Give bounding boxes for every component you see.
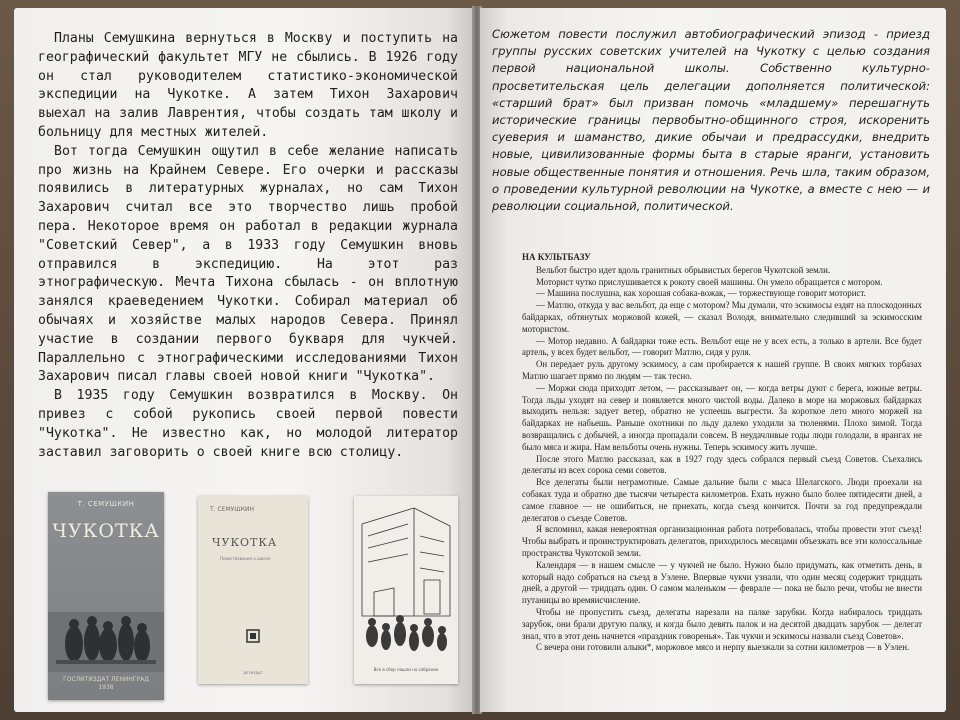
excerpt-paragraph: После этого Матлю рассказал, как в 1927 году здесь собрался первый съезд Советов. Съехались делегаты из всех сорока семи советов. [522,453,922,476]
cover-author: Т. СЕМУШКИН [210,506,254,513]
cover-illustration [48,492,164,700]
excerpt-paragraph: Календаря — в нашем смысле — у чукчей не было. Нужно было придумать, как отметить день, в который надо собраться на съезд в Уэлене. Впервые чукчи узнали, что один месяц содержит тридцать дней, а другой — тридцать один. О самом маленьком — феврале — пока не было речи, чтобы не внести путаницы во времяисчисление. [522,559,922,606]
cover-author: Т. СЕМУШКИН [77,500,135,508]
book-excerpt-scan [522,252,922,654]
cover-subtitle: Повествование о школе [220,556,271,561]
paragraph: Вот тогда Семушкин ощутил в себе желание написать про жизнь на Крайнем Севере. Его очерки и рассказы появились в литературных журналах, но сам Тихон Захарович считал все это творчество лишь пробой пера. Некоторое время он работал в редакции журнала "Советский Север", а в 1933 году Семушкин вновь отправился в экспедицию. На этот раз этнографическую. Мечта Тихона сбылась - он вплотную занялся краеведением Чукотки. Собирал материал об обычаях и хозяйстве малых народов Севера. Принял участие в создании первого букваря для чукчей. Параллельно с этнографическими исследованиями Тихон Захарович писал главы своей новой книги "Чукотка". [38,143,458,385]
excerpt-paragraph: С вечера они готовили алыки*, моржовое мясо и нерпу выезжали за сотни километров — в Уэлен. [536,642,910,653]
sketch-illustration [354,496,458,684]
publish-year: 1938 [98,684,114,691]
excerpt-paragraph: — Мотор недавно. А байдарки тоже есть. Вельбот еще не у всех есть, а только в артели. Все будет артель, у всех будет вельбот, — говорит Матлю, сидя у руля. [522,335,922,358]
right-page [480,8,946,712]
paragraph: В 1935 году Семушкин возвратился в Москву. Он привез с собой рукопись своей первой повести "Чукотка". Не известно как, но молодой литератор заставил заговорить о своей книге всю столицу. [38,388,458,460]
excerpt-paragraph: — Моржи сюда приходят летом, — рассказывает он, — когда ветры дуют с берега, южные ветры. Тогда льды уходят на север и появляется много чистой воды. Далеко в море на моржовых байдарках выходить нельзя: задует ветер, обратно не успеешь выгрести. За короткое лето много моржей на байдарках не набьешь. Раньше охотники по льду далеко уходили за тюленями. Плохо зимой. Тогда возвращались с добычей, а иногда пропадали совсем. В неудачливые годы люди голодали, в ярангах не было мяса и жира. Нам вельботы очень нужны. Теперь эскимосу жить лучше. [522,382,922,452]
paragraph: Сюжетом повести послужил автобиографический эпизод - приезд группы русских советских учителей на Чукотку с целью создания первой национальной школы. Собственно культурно-просветительская цель делегации дополняется политической: «старший брат» был призван помочь «младшему» перешагнуть исторические границы первобытно-общинного строя, искоренить суеверия и шаманство, дикие обычаи и предрассудки, внедрить новые, цивилизованные формы быта в старые яранги, установить новые общественные понятия и отношения. Речь шла, таким образом, о проведении культурной революции на Чукотке, а вместе с нею — и революции социальной, политической. [492,27,930,214]
publisher-name: ГОСЛИТИЗДАТ ЛЕНИНГРАД [63,676,149,683]
book-covers [28,486,468,696]
cover-publisher [48,676,164,692]
paragraph: Планы Семушкина вернуться в Москву и поступить на географический факультет МГУ не сбылись. В 1926 году он стал руководителем статистико-экономической экспедиции на Чукотке. А затем Тихон Захарович выехал на залив Лаврентия, чтобы создать там школу и больницу для местных жителей. [38,31,458,140]
excerpt-paragraph: Он передает руль другому эскимосу, а сам пробирается к нашей группе. В своих мягких торбазах Матлю шагает прямо по людям — так тесно. [522,359,922,381]
book-cover-grey [48,492,164,700]
excerpt-paragraph: Вельбот быстро идет вдоль гранитных обрывистых берегов Чукотской земли. [536,264,831,275]
excerpt-paragraph: — Матлю, откуда у вас вельбот, да еще с мотором? Мы думали, что эскимосы ездят на плоскодонных байдарках, обтянутых моржовой кожей, — сказал Володя, внимательно следивший за эскимосским мотористом. [522,300,922,334]
right-page-text [492,26,930,215]
illustration-caption: Все в сбор пошли на собрание [373,667,439,672]
cover-publisher: ДЕТИЗДАТ [243,671,263,675]
excerpt-paragraph: Чтобы не пропустить съезд, делегаты нарезали на палке зарубки. Когда набиралось тридцать зарубок, они брали другую палку, и когда было девять палок и на десятой двадцать зарубок — делегат знал, что в этот день начнется «праздник говоренья». Так чукчи и эскимосы назвали съезд Советов». [522,606,922,641]
excerpt-paragraph: Моторист чутко прислушивается к рокоту своей машины. Он умело обращается с мотором. [536,276,883,287]
book-title-page [198,496,308,684]
excerpt-paragraph: Я вспомнил, какая невероятная организационная работа потребовалась, чтобы провести этот съезд! Чтобы выбрать и проинструктировать делегатов, приходилось месяцами объезжать все эти колоссальные пространства Чукотской земли. [522,524,922,558]
cover-title: ЧУКОТКА [212,536,278,549]
left-page-text [38,30,458,462]
left-page [14,8,474,712]
cover-title: ЧУКОТКА [52,520,160,542]
book-illustration-page [354,496,458,684]
excerpt-heading: НА КУЛЬТБАЗУ [522,252,591,262]
excerpt-paragraph: — Машина послушна, как хорошая собака-вожак, — торжествующе говорит моторист. [536,288,866,299]
excerpt-paragraph: Все делегаты были неграмотные. Самые дальние были с мыса Шелагского. Люди проехали на собаках туда и обратно две тысячи четыреста километров. Ехать нужно было более пятидесяти дней, а самое главное — не ошибиться, не приехать, когда съезд кончится. Почти за год предупреждали делегатов о съезде Советов. [522,477,922,523]
publisher-emblem-icon [245,628,261,644]
